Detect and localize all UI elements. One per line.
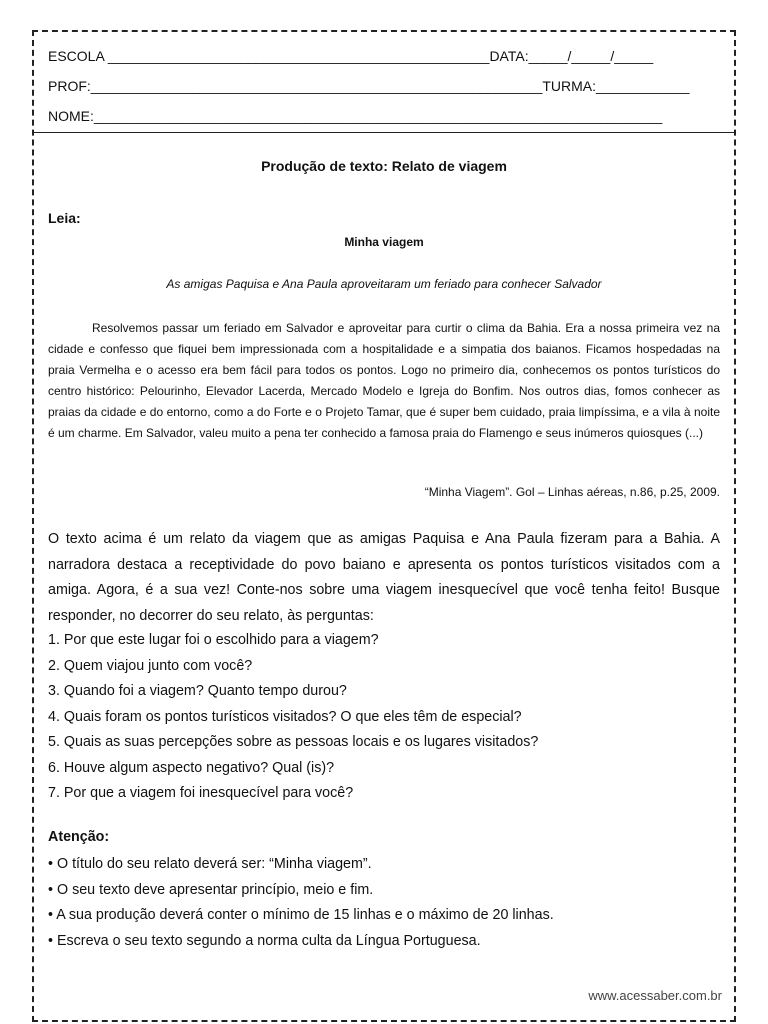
question-list (48, 628, 720, 807)
question-item: 2. Quem viajou junto com você? (48, 657, 253, 674)
instructions-paragraph: O texto acima é um relato da viagem que as amigas Paquisa e Ana Paula fizeram para a Bahia. A narradora destaca a receptividade do povo baiano e apresenta os pontos turísticos visitados com a amiga. Agora, é a sua vez! Conte-nos sobre uma viagem inesquecível que você tenha feito! Busque responder, no decorrer do seu relato, às perguntas: (48, 531, 720, 624)
attention-list (48, 852, 720, 954)
question-item: 7. Por que a viagem foi inesquecível para você? (48, 785, 354, 801)
attention-item: • O título do seu relato deverá ser: “Minha viagem”. (48, 856, 372, 872)
question-item: 5. Quais as suas percepções sobre as pessoas locais e os lugares visitados? (48, 734, 539, 750)
header-divider (34, 132, 734, 133)
teacher-class-line: PROF:__________________________________________________________TURMA:____________ (48, 78, 690, 94)
question-item: 6. Houve algum aspecto negativo? Qual (is)? (48, 759, 335, 776)
story-subtitle: As amigas Paquisa e Ana Paula aproveitaram um feriado para conhecer Salvador (166, 277, 602, 291)
read-label: Leia: (48, 210, 81, 226)
question-item: 3. Quando foi a viagem? Quanto tempo durou? (48, 683, 347, 699)
question-item: 1. Por que este lugar foi o escolhido para a viagem? (48, 632, 379, 648)
attention-item: • O seu texto deve apresentar princípio, meio e fim. (48, 881, 374, 898)
story-citation: “Minha Viagem”. Gol – Linhas aéreas, n.86, p.25, 2009. (424, 485, 720, 499)
student-name-line: NOME:_________________________________________________________________________ (48, 108, 663, 124)
page-title: Produção de texto: Relato de viagem (261, 158, 507, 174)
story-title: Minha viagem (344, 235, 424, 249)
attention-item: • Escreva o seu texto segundo a norma culta da Língua Portuguesa. (48, 932, 481, 949)
school-date-line: ESCOLA _________________________________________________DATA:_____/_____/_____ (48, 48, 654, 64)
footer-website: www.acessaber.com.br (588, 988, 722, 1003)
worksheet-frame (32, 30, 736, 1022)
story-body: Resolvemos passar um feriado em Salvador e aproveitar para curtir o clima da Bahia. Era a nossa primeira vez na cidade e confesso que fiquei bem impressionada com a hospitalidade e a simpatia dos baianos. Ficamos hospedadas na praia Vermelha e o acesso era bem fácil para todos os pontos. Logo no primeiro dia, conhecemos os pontos turísticos do centro histórico: Pelourinho, Elevador Lacerda, Mercado Modelo e Igreja do Bonfim. Nos outros dias, fomos conhecer as praias da cidade e do entorno, como a do Forte e o Projeto Tamar, que é super bem cuidado, praia limpíssima, e a vila à noite é um charme. Em Salvador, valeu muito a pena ter conhecido a famosa praia do Flamengo e seus inúmeros quiosques (...) (48, 321, 720, 440)
attention-title: Atenção: (48, 829, 110, 845)
question-item: 4. Quais foram os pontos turísticos visitados? O que eles têm de especial? (48, 708, 522, 725)
attention-item: • A sua produção deverá conter o mínimo de 15 linhas e o máximo de 20 linhas. (48, 907, 554, 923)
